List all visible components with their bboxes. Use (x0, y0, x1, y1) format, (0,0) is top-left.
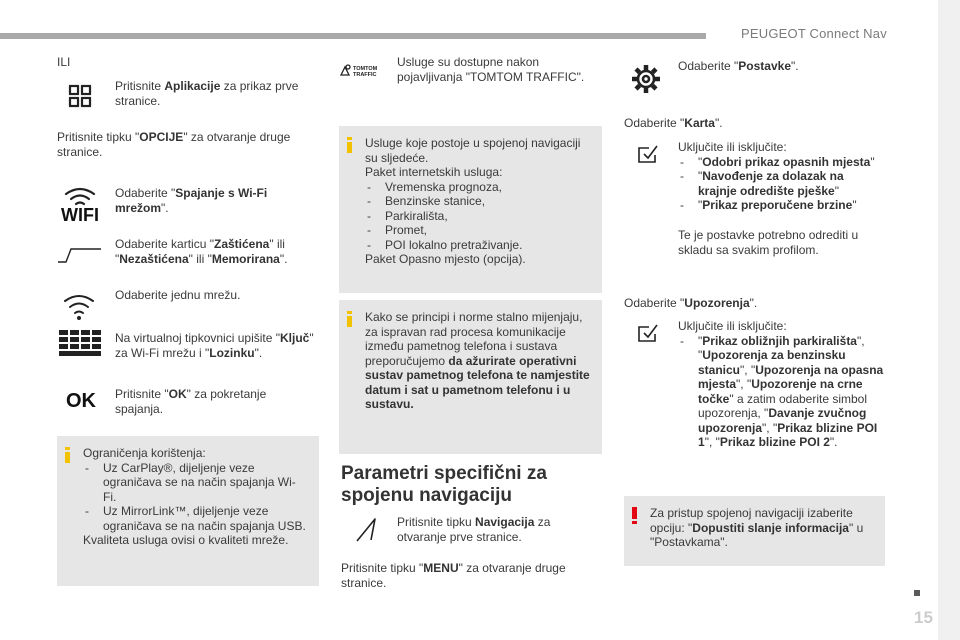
warning-icon (632, 507, 637, 524)
warning-text: Za pristup spojenoj navigaciji izaberite opciju: "Dopustiti slanje informacija" u "Postavkama". (650, 506, 864, 549)
list-item: - Uz MirrorLink™, dijeljenje veze ograničava se na način spajanja USB. (83, 504, 309, 533)
list-item: - Vremenska prognoza, (365, 180, 592, 195)
apps-instruction: Pritisnite Aplikacije za prikaz prve stranice. (115, 79, 299, 108)
toggle-list-2 (678, 319, 886, 450)
svg-text:TRAFFIC: TRAFFIC (353, 72, 377, 78)
ok-instruction: Pritisnite "OK" za pokretanje spajanja. (115, 387, 267, 416)
list-item: - "Navođenje za dolazak na krajnje odredište pješke" (678, 169, 883, 198)
infobox-text: Kako se principi i norme stalno mijenjaju, za ispravan rad procesa komunikacije između pametnog telefona i sustava preporučujemo da ažurirate operativni sustav pametnog telefona te namjestite datum i sat u pametnom telefonu i u sustavu. (365, 310, 590, 411)
tab-instruction: Odaberite karticu "Zaštićena" ili "Nezaštićena" ili "Memorirana". (115, 237, 288, 266)
gear-icon (630, 63, 662, 95)
toggle-title: Uključite ili isključite: (678, 319, 787, 333)
toggle-list-1 (678, 140, 883, 213)
settings-instruction: Odaberite "Postavke". (678, 59, 799, 73)
infobox-sub: Paket internetskih usluga: (365, 165, 503, 179)
infobox-title: Ograničenja korištenja: (83, 446, 206, 460)
list-item: - "Prikaz obližnjih parkirališta", "Upozorenja za benzinsku stanicu", "Upozorenja na opasna mjesta", "Upozorenje na crne točke" a zatim odaberite simbol upozorenja, "Davanje zvučnog upozorenja", "Prikaz blizine POI 1", "Prikaz blizine POI 2". (680, 333, 884, 449)
tab-icon (57, 245, 103, 265)
page-number: 15 (914, 608, 933, 627)
usage-limits-infobox (57, 436, 319, 586)
header-bar (0, 33, 706, 39)
infobox-intro: Usluge koje postoje u spojenoj navigaciji su sljedeće. (365, 136, 581, 165)
tomtom-text: Usluge su dostupne nakon pojavljivanja "TOMTOM TRAFFIC". (397, 55, 585, 84)
update-infobox (339, 300, 602, 454)
section-title: Parametri specifični za spojenu navigaciju (341, 463, 547, 506)
menu-instruction: Pritisnite tipku "MENU" za otvaranje druge stranice. (341, 561, 566, 590)
list-item: - Uz CarPlay®, dijeljenje veze ograničava se na način spajanja Wi-Fi. (83, 461, 309, 505)
network-instruction: Odaberite jednu mrežu. (115, 288, 241, 302)
checkbox-icon (636, 143, 660, 165)
map-instruction: Odaberite "Karta". (624, 116, 723, 130)
checkbox-icon (636, 322, 660, 344)
list-item: - Parkirališta, (365, 209, 592, 224)
info-icon (347, 311, 352, 327)
toggle-title: Uključite ili isključite: (678, 140, 787, 154)
list-item: - "Odobri prikaz opasnih mjesta" (678, 155, 883, 170)
wifi-icon-label: WIFI (61, 205, 99, 225)
options-instruction: Pritisnite tipku "OPCIJE" za otvaranje druge stranice. (57, 130, 291, 159)
infobox-footer: Kvaliteta usluga ovisi o kvaliteti mreže. (83, 533, 289, 547)
navigation-arrow-icon (353, 515, 377, 545)
list-item: - Promet, (365, 223, 592, 238)
info-icon (347, 137, 352, 153)
toggle-footer: Te je postavke potrebno odrediti u skladu sa svakim profilom. (678, 228, 859, 257)
wifi-signal-icon (61, 291, 97, 321)
keyboard-instruction: Na virtualnoj tipkovnici upišite "Ključ" za Wi-Fi mrežu i "Lozinku". (115, 331, 314, 360)
keyboard-icon (59, 330, 101, 356)
list-item: - Benzinske stanice, (365, 194, 592, 209)
warning-box (624, 496, 885, 566)
infobox-footer: Paket Opasno mjesto (opcija). (365, 252, 526, 266)
list-item: - "Prikaz preporučene brzine" (678, 198, 883, 213)
ili-text: ILI (57, 55, 71, 69)
services-infobox (339, 126, 602, 293)
wifi-instruction: Odaberite "Spajanje s Wi-Fi mrežom". (115, 186, 268, 215)
tomtom-traffic-icon (339, 63, 387, 79)
info-icon (65, 447, 70, 463)
list-item: - POI lokalno pretraživanje. (365, 238, 592, 253)
alerts-instruction: Odaberite "Upozorenja". (624, 296, 758, 310)
wifi-icon (57, 183, 103, 227)
navigation-instruction: Pritisnite tipku Navigacija za otvaranje prve stranice. (397, 515, 551, 544)
ok-icon: OK (66, 389, 96, 412)
apps-grid-icon (63, 83, 97, 111)
svg-text:TOMTOM: TOMTOM (353, 66, 378, 72)
page-edge (938, 0, 960, 640)
end-of-section-mark (914, 590, 920, 596)
header-title: PEUGEOT Connect Nav (741, 26, 887, 41)
